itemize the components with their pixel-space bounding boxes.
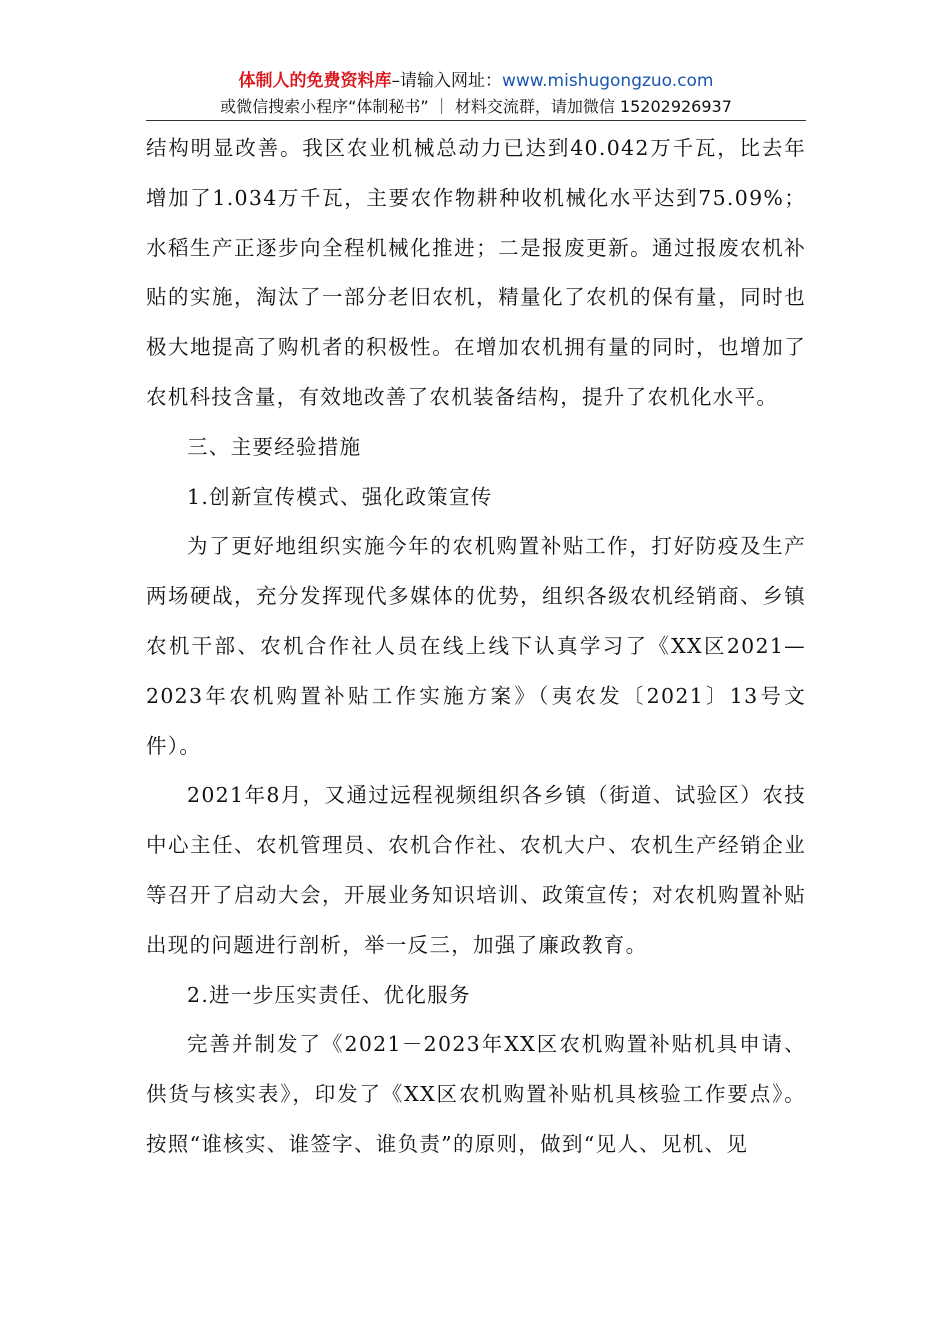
subheading-publicity: 1.创新宣传模式、强化政策宣传	[187, 484, 493, 509]
page-header	[146, 68, 806, 120]
section-heading-main-measures: 三、主要经验措施	[187, 434, 362, 459]
header-brand: 体制人的免费资料库	[238, 71, 392, 91]
paragraph-verification: 完善并制发了《2021－2023年XX区农机购置补贴机具申请、供货与核实表》，印发了《XX区农机购置补贴机具核验工作要点》。按照“谁核实、谁签字、谁负责”的原则，做到“见人、见机、见	[146, 1032, 806, 1156]
header-line-2: 或微信搜索小程序“体制秘书” ｜ 材料交流群，请加微信 15202926937	[220, 97, 732, 116]
subheading-responsibility: 2.进一步压实责任、优化服务	[187, 982, 471, 1007]
document-body	[146, 124, 806, 1170]
paragraph-publicity-study: 为了更好地组织实施今年的农机购置补贴工作，打好防疫及生产两场硬战，充分发挥现代多媒体的优势，组织各级农机经销商、乡镇农机干部、农机合作社人员在线上线下认真学习了《XX区2021—2023年农机购置补贴工作实施方案》（夷农发〔2021〕13号文件）。	[146, 534, 806, 758]
header-line-1	[146, 68, 806, 94]
paragraph-kickoff-meeting: 2021年8月，又通过远程视频组织各乡镇（街道、试验区）农技中心主任、农机管理员、农机合作社、农机大户、农机生产经销企业等召开了启动大会，开展业务知识培训、政策宣传；对农机购置补贴出现的问题进行剖析，举一反三，加强了廉政教育。	[146, 783, 806, 957]
paragraph-continued: 结构明显改善。我区农业机械总动力已达到40.042万千瓦，比去年增加了1.034万千瓦，主要农作物耕种收机械化水平达到75.09%；水稻生产正逐步向全程机械化推进；二是报废更新。通过报废农机补贴的实施，淘汰了一部分老旧农机，精量化了农机的保有量，同时也极大地提高了购机者的积极性。在增加农机拥有量的同时，也增加了农机科技含量，有效地改善了农机装备结构，提升了农机化水平。	[146, 136, 806, 409]
header-prompt: –请输入网址：	[391, 71, 502, 91]
header-url-link[interactable]: www.mishugongzuo.com	[501, 71, 714, 91]
header-divider	[146, 120, 806, 121]
